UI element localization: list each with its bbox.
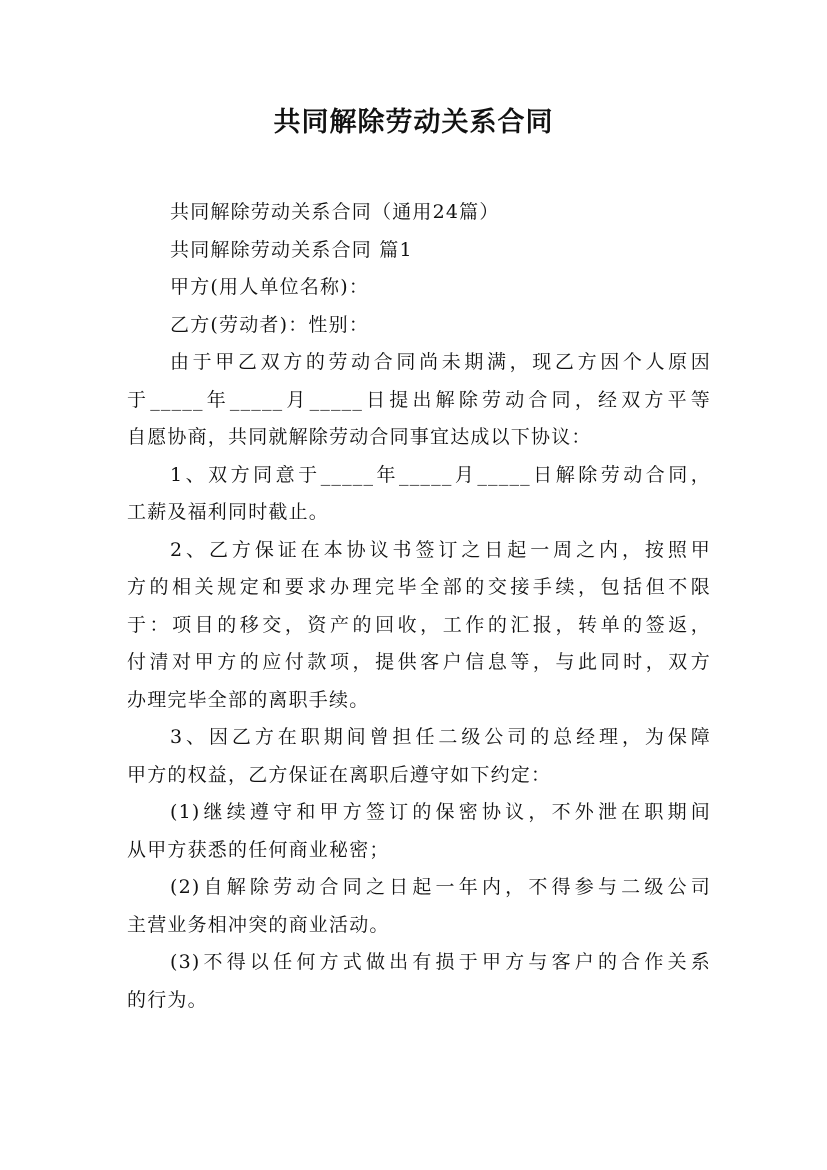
paragraph-line: 于_____年_____月_____日提出解除劳动合同，经双方平等 [127,388,711,411]
clause-2-line: 于：项目的移交，资产的回收，工作的汇报，转单的签返， [127,613,711,636]
subtitle-line: 共同解除劳动关系合同（通用24篇） [170,201,500,223]
sub-clause-2-line: 主营业务相冲突的商业活动。 [127,913,390,936]
clause-2-line: 办理完毕全部的离职手续。 [127,688,370,711]
sub-clause-3-line: (3)不得以任何方式做出有损于甲方与客户的合作关系 [170,951,711,973]
clause-1-line: 工薪及福利同时截止。 [127,501,330,523]
clause-3-line: 3、因乙方在职期间曾担任二级公司的总经理，为保障 [170,726,711,748]
sub-clause-1-line: 从甲方获悉的任何商业秘密； [127,838,390,861]
chapter-heading: 共同解除劳动关系合同 篇1 [170,238,413,261]
clause-2-line: 2、乙方保证在本协议书签订之日起一周之内，按照甲 [170,538,711,561]
paragraph-line: 由于甲乙双方的劳动合同尚未期满，现乙方因个人原因 [170,351,711,373]
party-b-line: 乙方(劳动者)：性别： [170,313,370,336]
paragraph-line: 自愿协商，共同就解除劳动合同事宜达成以下协议： [127,426,592,448]
clause-2-line: 付清对甲方的应付款项，提供客户信息等，与此同时，双方 [127,651,711,673]
sub-clause-2-line: (2)自解除劳动合同之日起一年内，不得参与二级公司 [170,876,711,898]
clause-3-line: 甲方的权益，乙方保证在离职后遵守如下约定： [127,763,552,786]
sub-clause-1-line: (1)继续遵守和甲方签订的保密协议，不外泄在职期间 [170,801,711,823]
sub-clause-3-line: 的行为。 [127,988,208,1011]
party-a-line: 甲方(用人单位名称)： [170,276,370,298]
clause-2-line: 方的相关规定和要求办理完毕全部的交接手续，包括但不限 [127,576,711,598]
clause-1-line: 1、双方同意于_____年_____月_____日解除劳动合同， [170,463,711,486]
document-title: 共同解除劳动关系合同 [273,107,554,138]
document-body [127,194,711,1019]
